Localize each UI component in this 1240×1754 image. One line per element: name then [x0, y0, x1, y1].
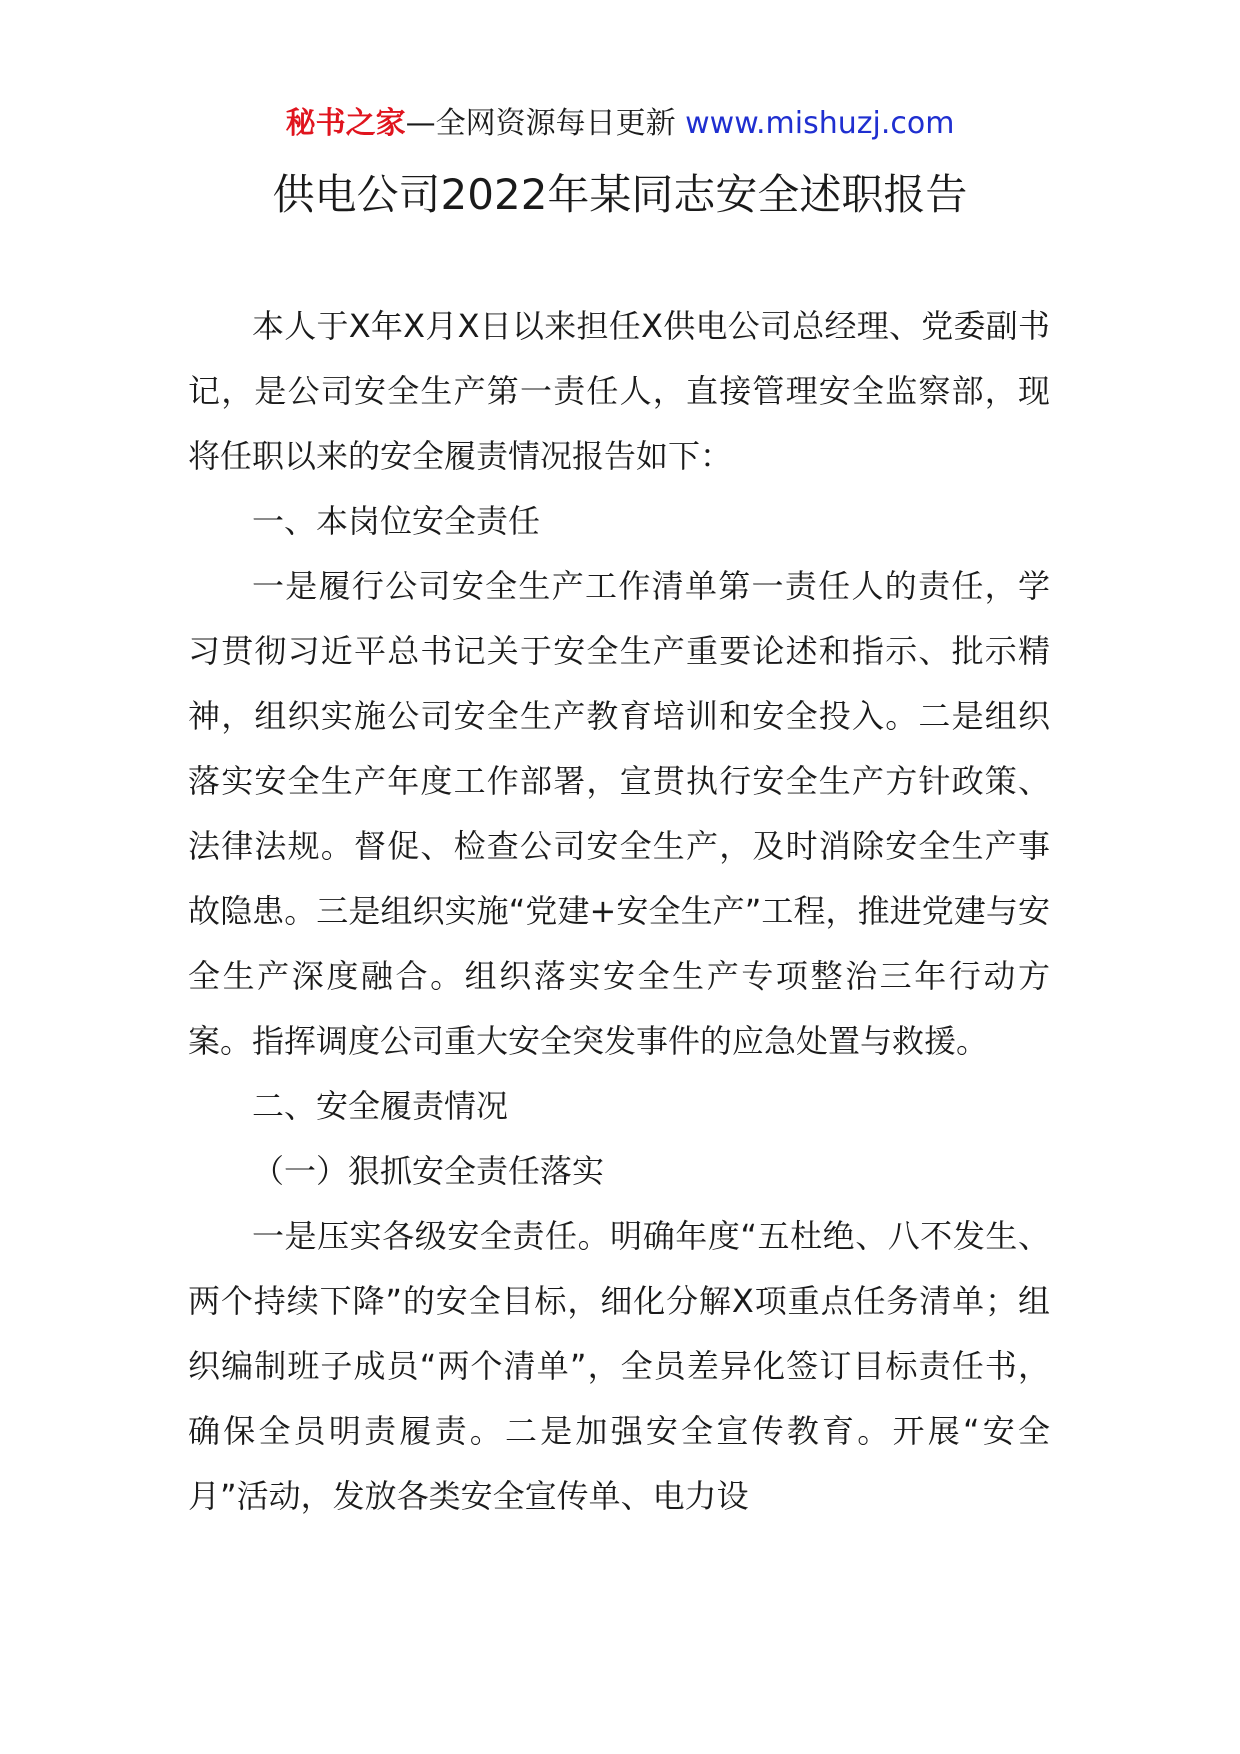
subsection-heading-1: （一）狠抓安全责任落实	[252, 1152, 605, 1190]
brand-name: 秘书之家	[285, 106, 406, 141]
section-heading-2: 二、安全履责情况	[252, 1087, 509, 1125]
header-slogan: —全网资源每日更新	[405, 106, 676, 141]
section-heading-1: 一、本岗位安全责任	[252, 502, 541, 540]
site-header	[0, 104, 1240, 144]
document-title: 供电公司2022年某同志安全述职报告	[272, 170, 968, 219]
intro-paragraph: 本人于X年X月X日以来担任X供电公司总经理、党委副书记，是公司安全生产第一责任人，直接管理安全监察部，现将任职以来的安全履责情况报告如下：	[188, 307, 1050, 475]
document-body	[188, 294, 1050, 1529]
body-paragraph: 一是履行公司安全生产工作清单第一责任人的责任，学习贯彻习近平总书记关于安全生产重要论述和指示、批示精神，组织实施公司安全生产教育培训和安全投入。二是组织落实安全生产年度工作部署，宣贯执行安全生产方针政策、法律法规。督促、检查公司安全生产，及时消除安全生产事故隐患。三是组织实施“党建+安全生产”工程，推进党建与安全生产深度融合。组织落实安全生产专项整治三年行动方案。指挥调度公司重大安全突发事件的应急处置与救援。	[188, 567, 1050, 1060]
site-url-link[interactable]: www.mishuzj.com	[685, 106, 955, 141]
body-paragraph: 一是压实各级安全责任。明确年度“五杜绝、八不发生、两个持续下降”的安全目标，细化分解X项重点任务清单；组织编制班子成员“两个清单”，全员差异化签订目标责任书，确保全员明责履责。二是加强安全宣传教育。开展“安全月”活动，发放各类安全宣传单、电力设	[188, 1217, 1050, 1515]
